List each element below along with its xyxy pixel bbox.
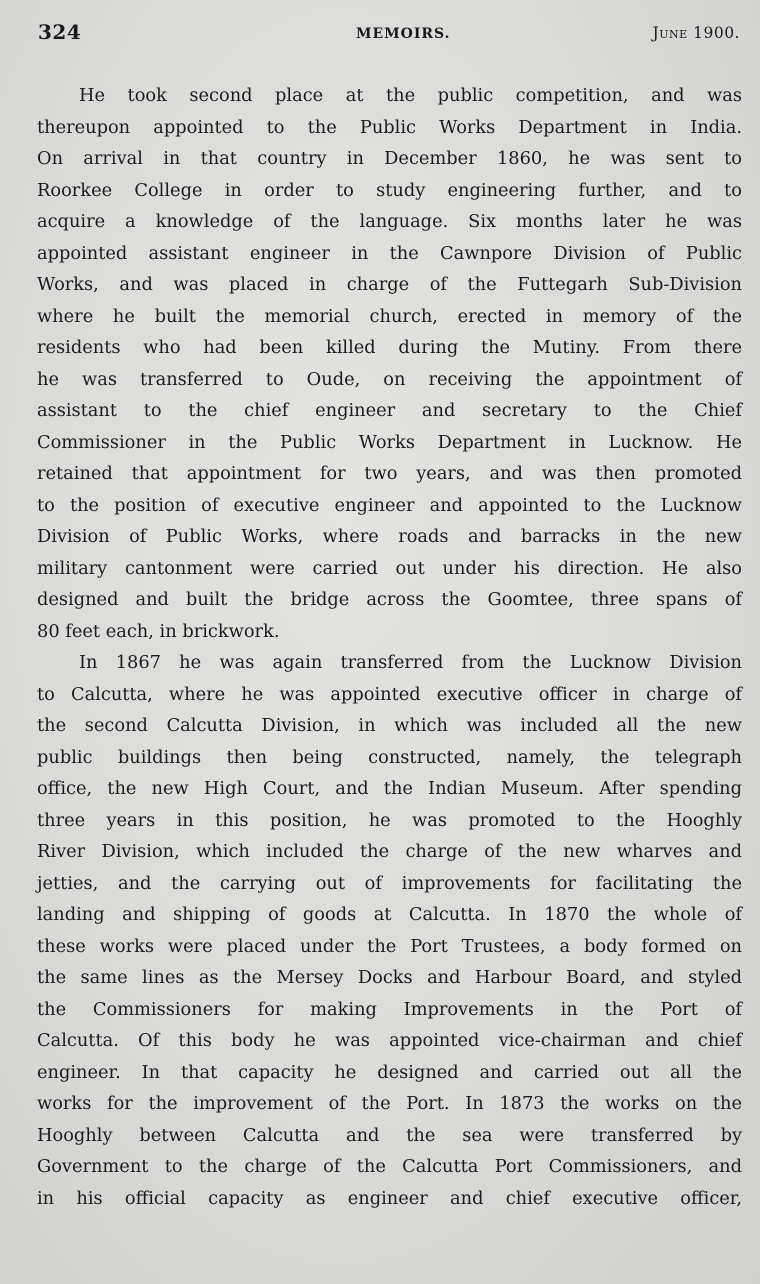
header-date: June 1900. (652, 24, 740, 42)
text-line: assistant to the chief engineer and secretary to the Chief (37, 400, 742, 421)
text-line: In 1867 he was again transferred from the Lucknow Division (79, 652, 742, 673)
paragraph-1 (37, 80, 742, 647)
text-line: works for the improvement of the Port. In 1873 the works on the (37, 1093, 742, 1114)
text-line: He took second place at the public competition, and was (79, 85, 742, 106)
page-number: 324 (38, 20, 82, 44)
text-line: Works, and was placed in charge of the Futtegarh Sub-Division (37, 274, 742, 295)
text-line: appointed assistant engineer in the Cawnpore Division of Public (37, 242, 742, 264)
text-line: jetties, and the carrying out of improvements for facilitating the (37, 872, 742, 894)
text-line: Hooghly between Calcutta and the sea were transferred by (37, 1124, 742, 1146)
page-header (38, 18, 740, 58)
text-line: 80 feet each, in brickwork. (37, 620, 280, 642)
text-line: designed and built the bridge across the Goomtee, three spans of (37, 589, 742, 610)
text-line: office, the new High Court, and the Indian Museum. After spending (37, 778, 742, 799)
text-line: Calcutta. Of this body he was appointed vice-chairman and chief (37, 1030, 742, 1051)
paragraph-2 (37, 647, 742, 1214)
text-line: River Division, which included the charge of the new wharves and (37, 841, 742, 862)
text-line: to the position of executive engineer and appointed to the Lucknow (37, 494, 742, 516)
text-line: where he built the memorial church, erected in memory of the (37, 305, 742, 327)
text-line: On arrival in that country in December 1860, he was sent to (37, 148, 742, 169)
text-line: the same lines as the Mersey Docks and Harbour Board, and styled (37, 967, 742, 988)
text-line: acquire a knowledge of the language. Six months later he was (37, 211, 742, 232)
text-line: public buildings then being constructed, namely, the telegraph (37, 746, 742, 768)
text-line: residents who had been killed during the Mutiny. From there (37, 337, 742, 358)
text-line: in his official capacity as engineer and chief executive officer, (37, 1187, 742, 1209)
running-title: MEMOIRS. (356, 26, 451, 42)
text-line: Roorkee College in order to study engineering further, and to (37, 179, 742, 201)
text-line: the Commissioners for making Improvements in the Port of (37, 998, 742, 1020)
body-text (37, 80, 742, 1214)
text-line: Government to the charge of the Calcutta Port Commissioners, and (37, 1156, 742, 1177)
text-line: to Calcutta, where he was appointed executive officer in charge of (37, 683, 742, 705)
text-line: the second Calcutta Division, in which was included all the new (37, 715, 742, 736)
text-line: Commissioner in the Public Works Department in Lucknow. He (37, 431, 742, 453)
text-line: engineer. In that capacity he designed and carried out all the (37, 1061, 742, 1083)
text-line: landing and shipping of goods at Calcutta. In 1870 the whole of (37, 904, 742, 925)
text-line: these works were placed under the Port Trustees, a body formed on (37, 935, 742, 957)
text-line: he was transferred to Oude, on receiving the appointment of (37, 368, 742, 390)
text-line: thereupon appointed to the Public Works Department in India. (37, 116, 742, 138)
text-line: retained that appointment for two years, and was then promoted (37, 463, 742, 484)
text-line: three years in this position, he was promoted to the Hooghly (37, 809, 742, 831)
text-line: Division of Public Works, where roads and barracks in the new (37, 526, 742, 547)
text-line: military cantonment were carried out under his direction. He also (37, 557, 742, 579)
